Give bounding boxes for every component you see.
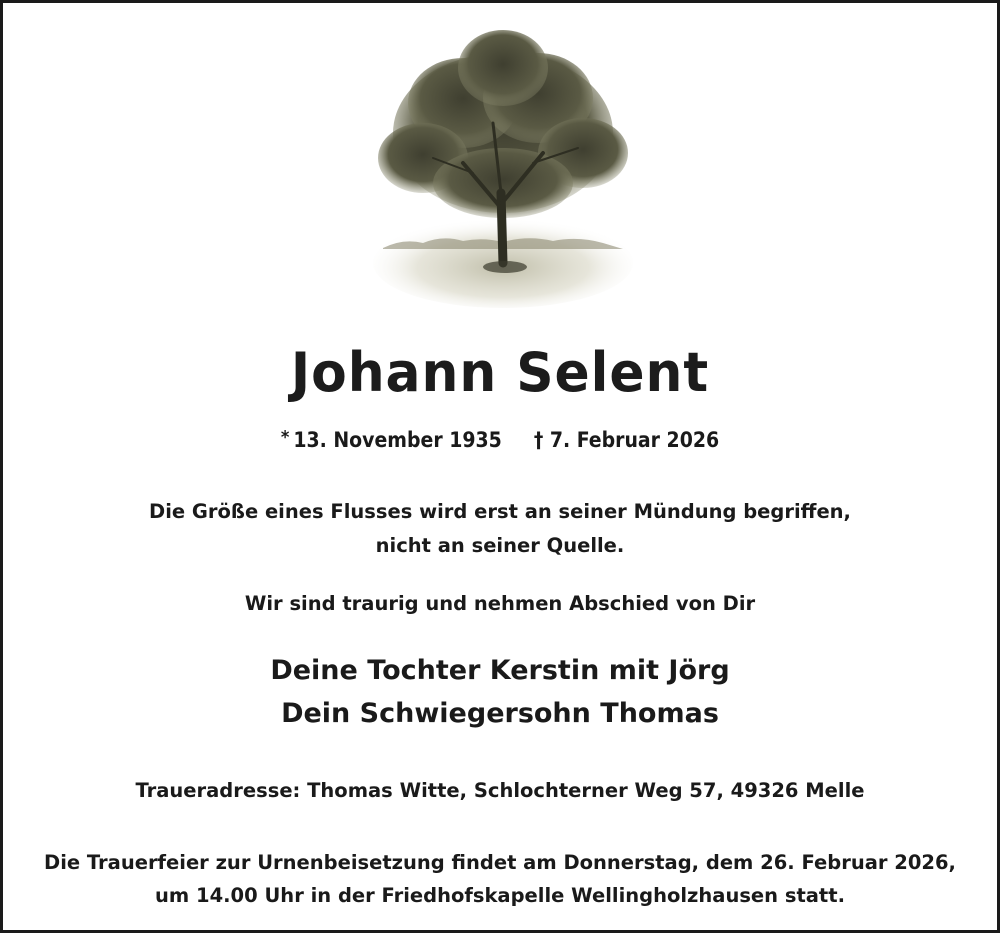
- tree-illustration: [363, 23, 643, 313]
- mourning-address: Traueradresse: Thomas Witte, Schlochterner Weg 57, 49326 Melle: [135, 779, 865, 802]
- family-line-1: Deine Tochter Kerstin mit Jörg: [270, 655, 730, 686]
- death-symbol: †: [533, 428, 544, 452]
- deceased-name: Johann Selent: [290, 341, 710, 404]
- death-date: 7. Februar 2026: [549, 428, 720, 452]
- family-line-2: Dein Schwiegersohn Thomas: [281, 698, 719, 729]
- tree-icon: [363, 23, 643, 313]
- quote-line-1: Die Größe eines Flusses wird erst an seiner Mündung begriffen,: [149, 500, 851, 523]
- service-line-2: um 14.00 Uhr in der Friedhofskapelle Wellingholzhausen statt.: [155, 884, 845, 907]
- service-line-1: Die Trauerfeier zur Urnenbeisetzung findet am Donnerstag, dem 26. Februar 2026,: [44, 851, 956, 874]
- birth-date: 13. November 1935: [293, 428, 502, 452]
- farewell-text: Wir sind traurig und nehmen Abschied von Dir: [244, 592, 756, 615]
- life-dates: [3, 427, 997, 452]
- quote-line-2: nicht an seiner Quelle.: [375, 534, 625, 557]
- birth-symbol: *: [280, 427, 290, 448]
